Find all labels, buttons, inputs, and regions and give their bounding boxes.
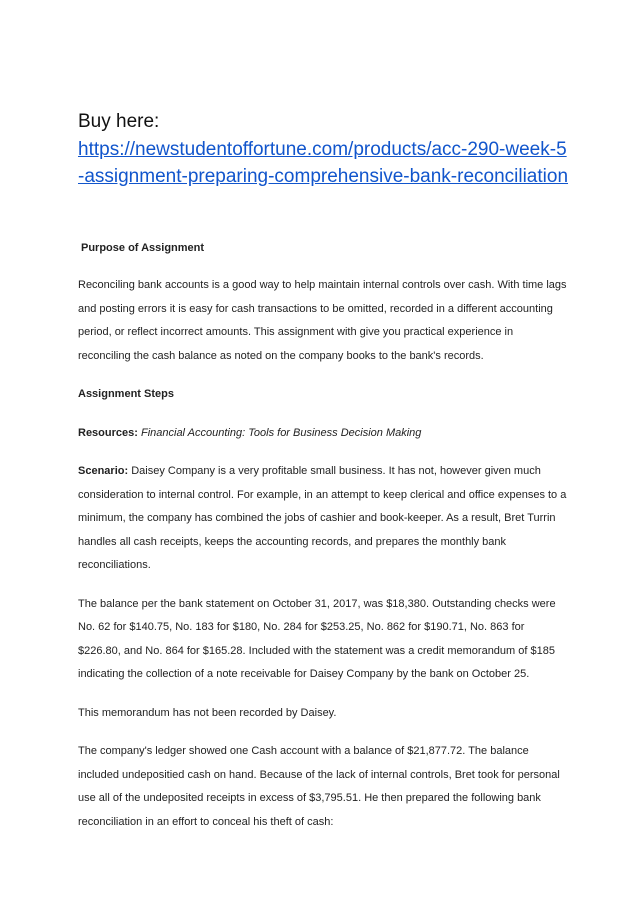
buy-heading: Buy here: xyxy=(78,111,160,132)
document-page xyxy=(78,108,568,834)
scenario-paragraph xyxy=(78,460,568,578)
bank-balance-paragraph: The balance per the bank statement on October 31, 2017, was $18,380. Outstanding checks were No. 62 for $140.75, No. 183 for $180, No. 284 for $253.25, No. 862 for $190.71, No. 863 for $226.80, and No. 864 for $165.28. Included with the statement was a credit memorandum of $185 indicating the collection of a note receivable for Daisey Company by the bank on October 25. xyxy=(78,597,556,680)
product-link[interactable]: https://newstudentoffortune.com/products/acc-290-week-5-assignment-preparing-comprehensive-bank-reconciliation xyxy=(78,139,569,187)
purpose-paragraph: Reconciling bank accounts is a good way to help maintain internal controls over cash. With time lags and posting errors it is easy for cash transactions to be omitted, recorded in a different accounting period, or reflect incorrect amounts. This assignment with give you practical experience in reconciling the cash balance as noted on the company books to the bank's records. xyxy=(78,279,567,362)
resources-label: Resources: xyxy=(78,426,138,439)
scenario-label: Scenario: xyxy=(78,465,129,477)
resources-title: Financial Accounting: Tools for Business Decision Making xyxy=(140,426,422,439)
purpose-heading: Purpose of Assignment xyxy=(81,242,205,254)
scenario-text: Daisey Company is a very profitable small business. It has not, however given much consideration to internal control. For example, in an attempt to keep clerical and office expenses to a minimum, the company has combined the jobs of cashier and book-keeper. As a result, Bret Turrin handles all cash receipts, keeps the accounting records, and prepares the monthly bank reconciliations. xyxy=(78,465,567,571)
memorandum-paragraph: This memorandum has not been recorded by Daisey. xyxy=(78,706,337,719)
resources-line xyxy=(78,422,568,446)
assignment-steps-heading: Assignment Steps xyxy=(78,388,174,400)
ledger-paragraph: The company's ledger showed one Cash account with a balance of $21,877.72. The balance included undepositied cash on hand. Because of the lack of internal controls, Bret took for personal use all of the undeposited receipts in excess of $3,795.51. He then prepared the following bank reconciliation in an effort to conceal his theft of cash: xyxy=(78,745,560,828)
